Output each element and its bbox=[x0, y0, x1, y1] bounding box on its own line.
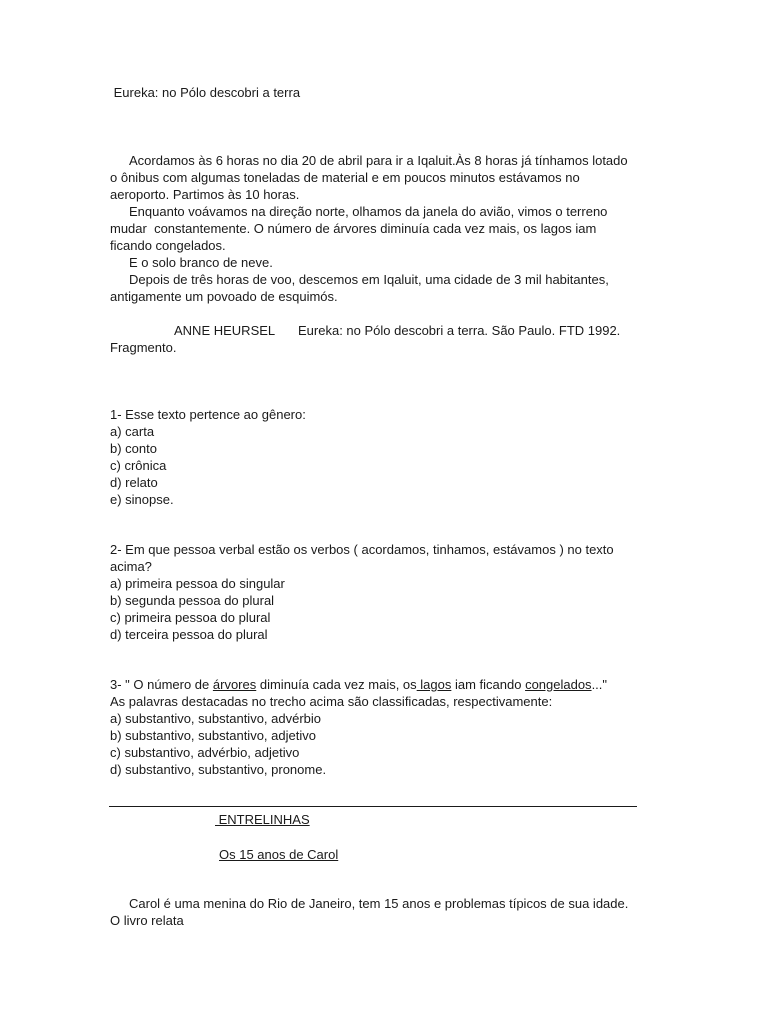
question-quote bbox=[110, 676, 607, 693]
highlighted-word: congelados bbox=[525, 677, 592, 692]
story-line: o ônibus com algumas toneladas de material e em poucos minutos estávamos no bbox=[110, 170, 580, 185]
document-title: Eureka: no Pólo descobri a terra bbox=[110, 85, 301, 100]
question-option: c) substantivo, advérbio, adjetivo bbox=[110, 745, 300, 760]
question-option: e) sinopse. bbox=[110, 492, 174, 507]
question-option: a) substantivo, substantivo, advérbio bbox=[110, 711, 322, 726]
story-line: Enquanto voávamos na direção norte, olhamos da janela do avião, vimos o terreno bbox=[129, 204, 608, 219]
citation-note: Fragmento. bbox=[110, 340, 177, 355]
quote-text: 3- " O número de bbox=[110, 677, 213, 692]
question-stem: acima? bbox=[110, 559, 152, 574]
citation-source: Eureka: no Pólo descobri a terra. São Paulo. FTD 1992. bbox=[298, 323, 621, 338]
question-option: a) carta bbox=[110, 424, 155, 439]
story-line: mudar constantemente. O número de árvores diminuía cada vez mais, os lagos iam bbox=[110, 221, 597, 236]
question-option: d) relato bbox=[110, 475, 158, 490]
section-divider bbox=[109, 806, 637, 807]
story-line: antigamente um povoado de esquimós. bbox=[110, 289, 338, 304]
story-line: Depois de três horas de voo, descemos em Iqaluit, uma cidade de 3 mil habitantes, bbox=[129, 272, 609, 287]
story-line: E o solo branco de neve. bbox=[129, 255, 273, 270]
question-stem: As palavras destacadas no trecho acima são classificadas, respectivamente: bbox=[110, 694, 553, 709]
question-option: b) substantivo, substantivo, adjetivo bbox=[110, 728, 316, 743]
question-stem: 1- Esse texto pertence ao gênero: bbox=[110, 407, 306, 422]
question-option: a) primeira pessoa do singular bbox=[110, 576, 285, 591]
highlighted-word: lagos bbox=[416, 677, 452, 692]
question-option: b) conto bbox=[110, 441, 157, 456]
citation-author: ANNE HEURSEL bbox=[174, 323, 276, 338]
section-body-line: Carol é uma menina do Rio de Janeiro, tem 15 anos e problemas típicos de sua idade. bbox=[129, 896, 629, 911]
quote-text: ..." bbox=[591, 677, 608, 692]
question-option: d) terceira pessoa do plural bbox=[110, 627, 268, 642]
story-line: Acordamos às 6 horas no dia 20 de abril para ir a Iqaluit.Às 8 horas já tínhamos lotado bbox=[129, 153, 628, 168]
quote-text: diminuía cada vez mais, os bbox=[256, 677, 417, 692]
highlighted-word: árvores bbox=[212, 677, 257, 692]
section-body-line: O livro relata bbox=[110, 913, 184, 928]
section-subheading: Os 15 anos de Carol bbox=[219, 847, 339, 862]
question-option: c) primeira pessoa do plural bbox=[110, 610, 271, 625]
section-heading: ENTRELINHAS bbox=[215, 812, 310, 827]
quote-text: iam ficando bbox=[451, 677, 526, 692]
story-line: ficando congelados. bbox=[110, 238, 226, 253]
question-option: b) segunda pessoa do plural bbox=[110, 593, 275, 608]
question-option: d) substantivo, substantivo, pronome. bbox=[110, 762, 327, 777]
story-line: aeroporto. Partimos às 10 horas. bbox=[110, 187, 300, 202]
question-stem: 2- Em que pessoa verbal estão os verbos ( acordamos, tinhamos, estávamos ) no texto bbox=[110, 542, 614, 557]
question-option: c) crônica bbox=[110, 458, 167, 473]
